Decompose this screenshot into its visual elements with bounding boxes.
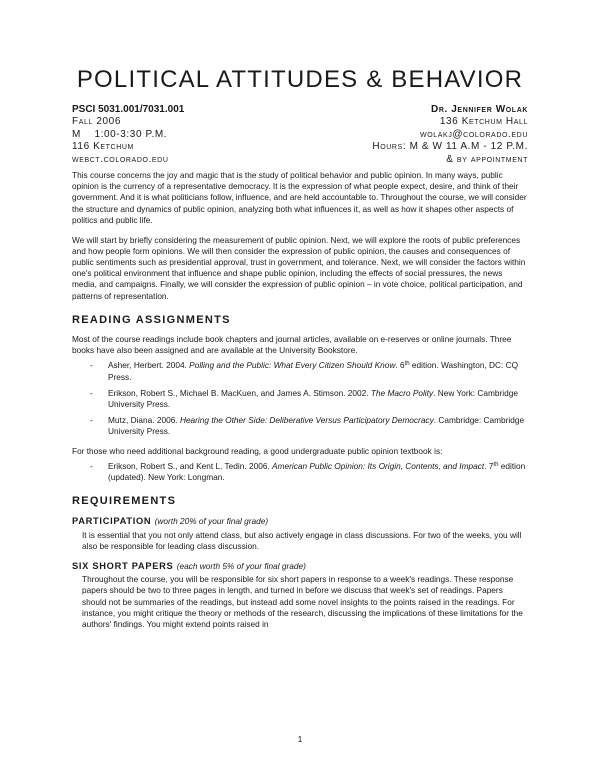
book-title: American Public Opinion: Its Origin, Contents, and Impact — [272, 460, 485, 471]
term: Fall 2006 — [72, 116, 121, 128]
book-title: Hearing the Other Side: Deliberative Versus Participatory Democracy — [179, 415, 434, 426]
course-header — [72, 104, 528, 166]
book-item: - Erikson, Robert S., and Kent L. Tedin. 2006. American Public Opinion: Its Origin, Contents, and Impact. 7th edition (updated). New York: Longman. — [90, 460, 526, 482]
papers-heading: SIX SHORT PAPERS (each worth 5% of your final grade) — [72, 560, 306, 571]
office-hours: Hours: M & W 11 A.M - 12 P.M. — [372, 141, 528, 153]
reading-heading: READING ASSIGNMENTS — [72, 313, 231, 326]
email: wolakj@colorado.edu — [420, 128, 528, 140]
class-time: M 1:00-3:30 P.M. — [72, 128, 168, 140]
book-title: Polling and the Public: What Every Citizen Should Know — [189, 360, 396, 371]
office: 136 Ketchum Hall — [439, 116, 528, 128]
intro-paragraph-1: This course concerns the joy and magic that is the study of political behavior and public opinion. In many ways, public opinion is the currency of a representative democracy. It is the expression of what people expect, desire, and think of their government. And it is what politicians follow, influence, and are held accountable to. Throughout the course, we will consider the structure and dynamics of public opinion, analyzing both what influences it, as well as how it shapes other aspects of politics and public life. — [72, 170, 527, 225]
instructor-name: Dr. Jennifer Wolak — [431, 104, 528, 115]
course-website: webct.colorado.edu — [72, 153, 169, 165]
papers-text: Throughout the course, you will be responsible for six short papers in response to a week's readings. These response papers should be two to three pages in length, and turned in before we discuss that week's set of readings. Papers should not be summaries of the readings, but instead add some novel insights to the points raised in the readings. For instance, you might critique the theory or methods of the research, discussing the implications of these limitations for the authors' findings. You might extend points raised in — [82, 574, 523, 629]
page-number: 1 — [297, 734, 303, 744]
requirements-heading: REQUIREMENTS — [72, 495, 177, 508]
extra-reading-intro: For those who need additional background reading, a good undergraduate public opinion textbook is: — [72, 445, 443, 456]
extra-book-list — [72, 461, 528, 483]
participation-heading: PARTICIPATION (worth 20% of your final grade) — [72, 516, 269, 527]
course-number: PSCI 5031.001/7031.001 — [72, 104, 185, 115]
book-list — [72, 360, 528, 437]
reading-intro: Most of the course readings include book chapters and journal articles, available on e-reserves or online journals. Three books have also been assigned and are available at the University Bookstore. — [72, 333, 512, 356]
book-item: - Asher, Herbert. 2004. Polling and the Public: What Every Citizen Should Know. 6th edition. Washington, DC: CQ Press. — [90, 360, 519, 382]
papers-weight: (each worth 5% of your final grade) — [176, 560, 306, 571]
participation-weight: (worth 20% of your final grade) — [154, 516, 269, 527]
book-item: - Mutz, Diana. 2006. Hearing the Other Side: Deliberative Versus Participatory Democracy. Cambridge: Cambridge University Press. — [90, 415, 525, 437]
classroom: 116 Ketchum — [72, 141, 134, 153]
book-item: - Erikson, Robert S., Michael B. MacKuen, and James A. Stimson. 2002. The Macro Polity. New York: Cambridge University Press. — [90, 387, 518, 409]
document-title: POLITICAL ATTITUDES & BEHAVIOR — [76, 66, 524, 93]
appointment-note: & by appointment — [446, 153, 528, 165]
document-body — [72, 170, 528, 639]
participation-text: It is essential that you not only attend class, but also actively engage in class discussions. For two of the weeks, you will also be responsible for leading class discussion. — [82, 529, 522, 551]
intro-paragraph-2: We will start by briefly considering the measurement of public opinion. Next, we will explore the roots of public preferences and how people form opinions. We will then consider the expression of public opinion, the causes and consequences of public sentiments such as presidential approval, trust in government, and tolerance. Next, we will consider the factors within one's political environment that influence and shape public opinion, including the effects of social pressures, the news media, and campaigns. Finally, we will consider the expression of public opinion – in vote choice, political participation, and patterns of representation. — [72, 234, 526, 301]
book-title: The Macro Polity — [370, 387, 434, 398]
